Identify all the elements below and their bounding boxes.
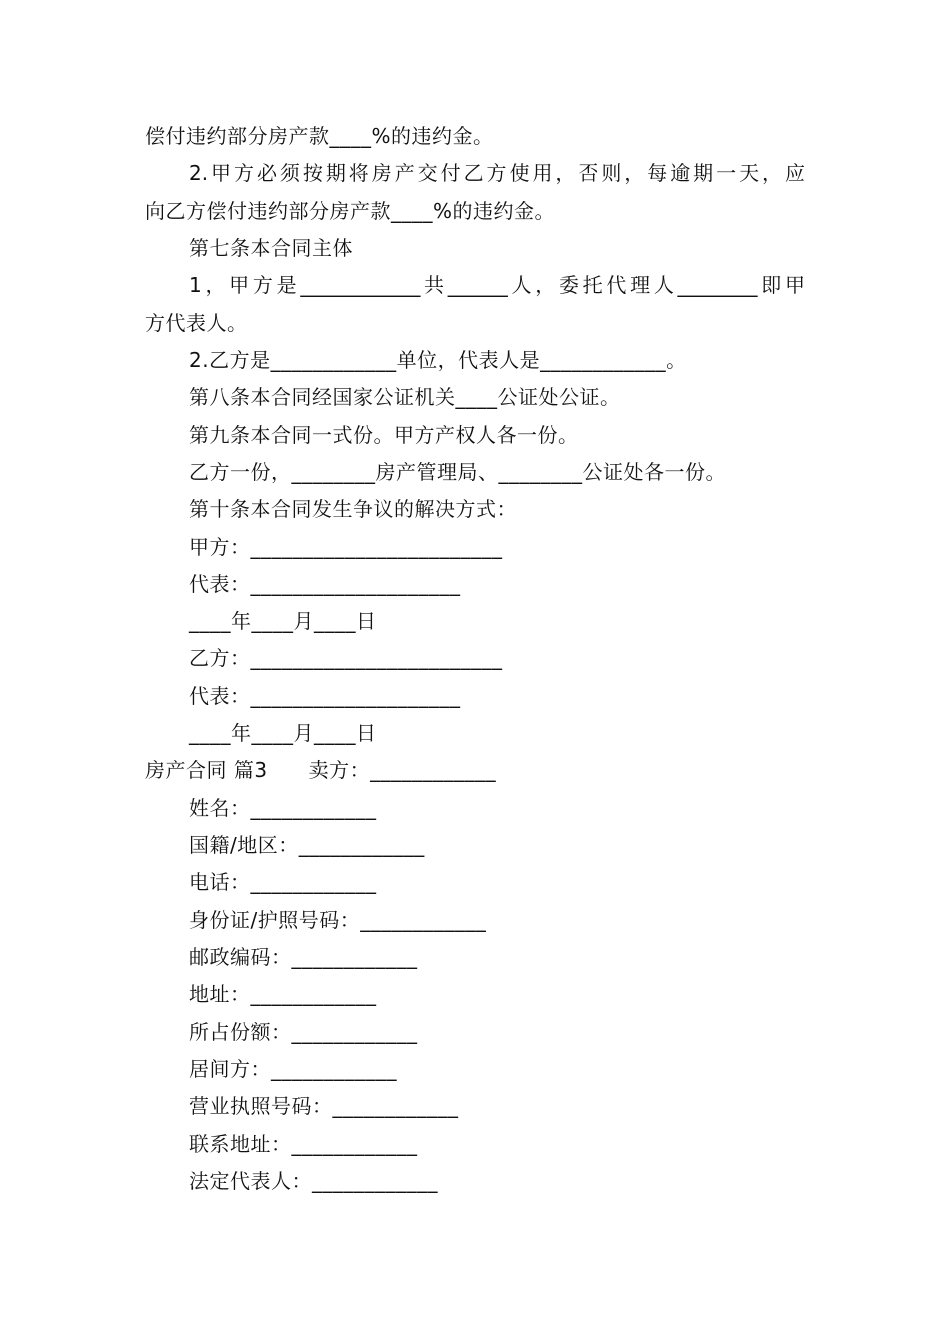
signature-field-party-a: 甲方：________________________: [189, 535, 503, 559]
text-line: 1，甲方是____________共______人，委托代理人________即甲: [189, 273, 805, 297]
form-field: 电话：____________: [189, 870, 377, 894]
signature-field-representative: 代表：____________________: [189, 684, 461, 708]
section-heading: 第十条本合同发生争议的解决方式：: [189, 497, 517, 521]
form-field: 联系地址：____________: [189, 1132, 418, 1156]
signature-field-representative: 代表：____________________: [189, 572, 461, 596]
form-field: 地址：____________: [189, 982, 377, 1006]
text-line: 方代表人。: [145, 311, 248, 335]
form-field: 所占份额：____________: [189, 1020, 418, 1044]
section-heading: 第八条本合同经国家公证机关____公证处公证。: [189, 385, 621, 409]
text-line: 偿付违约部分房产款____%的违约金。: [145, 124, 494, 148]
section-heading: 第七条本合同主体: [189, 236, 353, 260]
text-line: 2.乙方是____________单位，代表人是____________。: [189, 348, 687, 372]
date-field: ____年____月____日: [189, 609, 377, 633]
form-field: 法定代表人：____________: [189, 1169, 438, 1193]
form-field: 居间方：____________: [189, 1057, 397, 1081]
form-field: 姓名：____________: [189, 796, 377, 820]
text-line: 向乙方偿付违约部分房产款____%的违约金。: [145, 199, 556, 223]
date-field: ____年____月____日: [189, 721, 377, 745]
form-field: 国籍/地区：____________: [189, 833, 425, 857]
text-line: 乙方一份，________房产管理局、________公证处各一份。: [189, 460, 726, 484]
contract-title-line: 房产合同 篇3 卖方：____________: [145, 758, 497, 782]
section-heading: 第九条本合同一式份。甲方产权人各一份。: [189, 423, 579, 447]
form-field: 邮政编码：____________: [189, 945, 418, 969]
form-field: 营业执照号码：____________: [189, 1094, 459, 1118]
form-field: 身份证/护照号码：____________: [189, 908, 487, 932]
text-line: 2.甲方必须按期将房产交付乙方使用，否则，每逾期一天，应: [189, 161, 805, 185]
signature-field-party-b: 乙方：________________________: [189, 646, 503, 670]
